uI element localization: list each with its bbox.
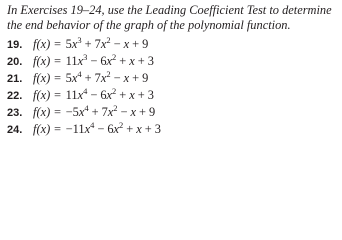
term-sign: + <box>119 88 127 102</box>
term-exponent: 2 <box>106 35 111 45</box>
term-variable: x <box>77 54 84 68</box>
term-variable: x <box>78 105 85 119</box>
exercise-number: 23. <box>7 107 23 119</box>
polynomial-term <box>135 88 154 102</box>
term-variable: x <box>100 37 107 51</box>
polynomial-term <box>66 54 88 68</box>
term-coefficient: 3 <box>147 88 154 102</box>
exercise-item <box>7 36 161 53</box>
term-coefficient: 5 <box>65 37 72 51</box>
exercise-number: 24. <box>7 124 23 136</box>
exercise-item <box>7 121 161 138</box>
term-sign: + <box>144 122 152 136</box>
term-coefficient: −5 <box>65 105 79 119</box>
exercise-number: 21. <box>7 73 23 85</box>
polynomial-term <box>66 37 82 51</box>
term-exponent: 3 <box>77 35 82 45</box>
exercise-list <box>7 36 161 138</box>
term-exponent: 4 <box>84 103 89 113</box>
polynomial-expression <box>66 37 149 51</box>
term-exponent: 4 <box>83 86 88 96</box>
term-coefficient: 9 <box>142 37 149 51</box>
term-variable: x <box>130 105 137 119</box>
term-variable: x <box>106 88 113 102</box>
polynomial-term <box>129 37 148 51</box>
polynomial-term <box>66 122 95 136</box>
polynomial-expression <box>66 54 154 68</box>
term-variable: x <box>129 54 135 68</box>
exercise-item <box>7 70 161 87</box>
polynomial-term <box>135 54 154 68</box>
term-sign: − <box>113 37 121 51</box>
term-coefficient: 11 <box>65 54 78 68</box>
term-sign: + <box>139 105 147 119</box>
term-coefficient: 7 <box>94 71 101 85</box>
function-lhs: f(x) = <box>33 54 62 68</box>
exercise-instructions: In Exercises 19–24, use the Leading Coefficient Test to determine the end behavior of the graph of the polynomial function. <box>7 3 332 32</box>
function-lhs: f(x) = <box>33 71 62 85</box>
term-coefficient: 6 <box>107 122 114 136</box>
term-coefficient: 3 <box>154 122 161 136</box>
term-sign: + <box>132 37 140 51</box>
term-exponent: 2 <box>119 120 124 130</box>
term-variable: x <box>77 88 84 102</box>
exercise-number: 20. <box>7 56 23 68</box>
polynomial-term <box>66 71 82 85</box>
term-sign: + <box>84 37 92 51</box>
term-variable: x <box>136 122 142 136</box>
polynomial-term <box>111 71 130 85</box>
polynomial-expression <box>66 122 161 136</box>
term-variable: x <box>129 88 135 102</box>
term-sign: − <box>90 54 98 68</box>
term-variable: x <box>107 105 114 119</box>
term-coefficient: 6 <box>100 88 107 102</box>
term-exponent: 2 <box>106 69 111 79</box>
polynomial-term <box>116 88 135 102</box>
term-sign: + <box>132 71 140 85</box>
term-variable: x <box>100 71 107 85</box>
term-sign: − <box>120 105 128 119</box>
term-variable: x <box>123 37 130 51</box>
polynomial-term <box>136 105 155 119</box>
polynomial-term <box>82 71 111 85</box>
term-variable: x <box>71 71 78 85</box>
term-coefficient: −11 <box>65 122 85 136</box>
term-coefficient: 6 <box>100 54 107 68</box>
term-exponent: 2 <box>112 86 117 96</box>
term-exponent: 4 <box>90 120 95 130</box>
function-lhs: f(x) = <box>33 88 62 102</box>
polynomial-term <box>118 105 137 119</box>
function-lhs: f(x) = <box>33 37 62 51</box>
exercise-item <box>7 53 161 70</box>
term-sign: − <box>113 71 121 85</box>
term-sign: − <box>90 88 98 102</box>
polynomial-term <box>66 105 89 119</box>
term-coefficient: 3 <box>147 54 154 68</box>
term-coefficient: 5 <box>65 71 72 85</box>
term-variable: x <box>84 122 91 136</box>
exercise-item <box>7 104 161 121</box>
polynomial-term <box>111 37 130 51</box>
term-variable: x <box>71 37 78 51</box>
term-sign: + <box>91 105 99 119</box>
polynomial-term <box>82 37 111 51</box>
term-exponent: 4 <box>77 69 82 79</box>
polynomial-term <box>89 105 118 119</box>
term-sign: + <box>126 122 134 136</box>
term-sign: + <box>137 88 145 102</box>
term-sign: + <box>84 71 92 85</box>
polynomial-term <box>87 54 116 68</box>
term-sign: + <box>119 54 127 68</box>
term-exponent: 2 <box>113 103 118 113</box>
polynomial-expression <box>66 105 156 119</box>
term-coefficient: 7 <box>94 37 101 51</box>
polynomial-term <box>142 122 161 136</box>
term-sign: + <box>137 54 145 68</box>
term-sign: − <box>97 122 105 136</box>
exercise-item <box>7 87 161 104</box>
polynomial-term <box>87 88 116 102</box>
polynomial-term <box>123 122 142 136</box>
polynomial-expression <box>66 71 149 85</box>
term-coefficient: 7 <box>101 105 108 119</box>
term-coefficient: 9 <box>142 71 149 85</box>
polynomial-term <box>129 71 148 85</box>
function-lhs: f(x) = <box>33 105 62 119</box>
polynomial-expression <box>66 88 154 102</box>
term-exponent: 2 <box>112 52 117 62</box>
term-variable: x <box>106 54 113 68</box>
polynomial-term <box>116 54 135 68</box>
function-lhs: f(x) = <box>33 122 62 136</box>
term-exponent: 3 <box>83 52 88 62</box>
term-coefficient: 9 <box>149 105 156 119</box>
term-coefficient: 11 <box>65 88 78 102</box>
polynomial-term <box>66 88 88 102</box>
exercise-number: 19. <box>7 39 23 51</box>
polynomial-term <box>94 122 123 136</box>
exercise-number: 22. <box>7 90 23 102</box>
term-variable: x <box>113 122 120 136</box>
term-variable: x <box>123 71 130 85</box>
